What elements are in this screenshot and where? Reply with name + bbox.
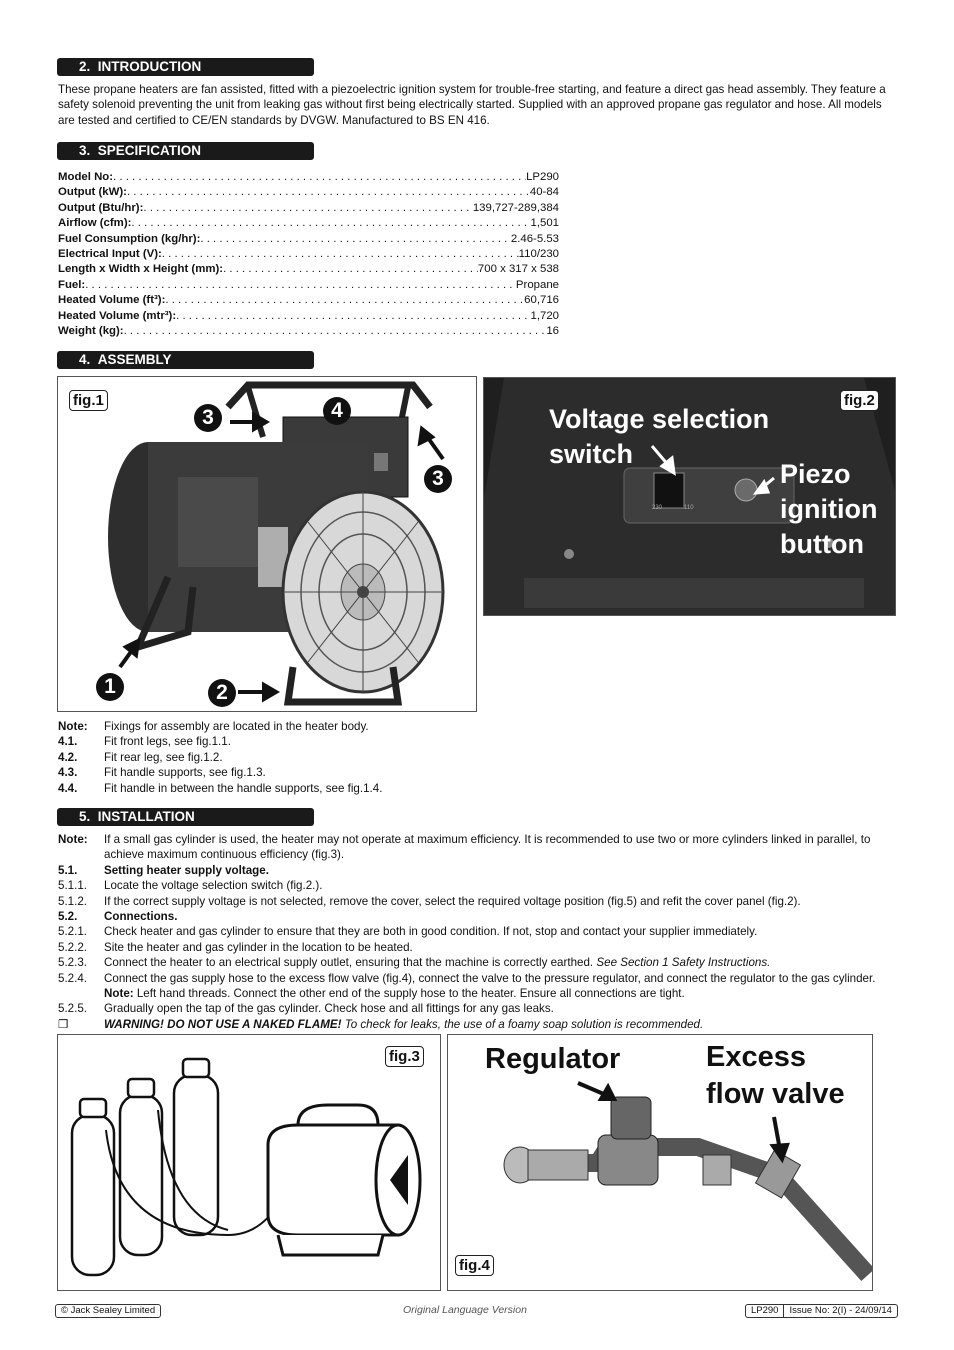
leader-dots: [127, 185, 530, 200]
marker-front-legs: 1: [96, 673, 124, 701]
spec-value: 1,501: [530, 217, 559, 230]
marker-rear-leg: 2: [208, 679, 236, 707]
spec-value: 1,720: [530, 309, 559, 322]
step-text: Connect the gas supply hose to the excess flow valve (fig.4), connect the valve to the pressure regulator, and connect the regulator to the gas cylinder.: [104, 971, 876, 985]
spec-value: 700 x 317 x 538: [477, 263, 559, 276]
fig-4-label: fig.4: [455, 1255, 494, 1276]
spec-label: Output (kW):: [58, 186, 127, 199]
marker-handle: 4: [323, 397, 351, 425]
step-text: Fixings for assembly are located in the heater body.: [104, 720, 369, 733]
step-reference: See Section 1 Safety Instructions.: [596, 956, 771, 970]
step-note-label: Note:: [104, 987, 134, 1001]
step-text: Site the heater and gas cylinder in the location to be heated.: [104, 940, 413, 954]
marker-handle-support-left: 3: [194, 404, 222, 432]
warning-box-icon: ❒: [58, 1017, 69, 1031]
spec-row: [58, 309, 559, 324]
marker-handle-support-right: 3: [424, 465, 452, 493]
spec-row: [58, 262, 559, 277]
step-heading: Setting heater supply voltage.: [104, 863, 269, 877]
regulator-callout: Regulator: [485, 1043, 621, 1075]
section-heading-introduction: [57, 58, 314, 76]
assembly-step: [58, 719, 894, 734]
warning-title: WARNING! DO NOT USE A NAKED FLAME!: [104, 1017, 342, 1031]
step-number: 4.1.: [58, 735, 78, 749]
spec-value: LP290: [526, 171, 559, 183]
step-text: Fit front legs, see fig.1.1.: [104, 735, 231, 749]
leader-dots: [85, 278, 516, 293]
spec-row: [58, 247, 559, 262]
step-text: Fit rear leg, see fig.1.2.: [104, 750, 223, 764]
section-number: 2.: [79, 59, 91, 74]
step-number: Note:: [58, 833, 88, 846]
spec-row: [58, 293, 559, 308]
installation-steps: [58, 832, 894, 1032]
step-number: 5.2.: [58, 910, 78, 924]
spec-row: [58, 185, 559, 200]
assembly-step: [58, 781, 894, 796]
leader-dots: [176, 309, 530, 324]
step-text: Check heater and gas cylinder to ensure that they are both in good condition. If not, stop and contact your supplier immediately.: [104, 925, 758, 939]
spec-label: Output (Btu/hr):: [58, 201, 144, 214]
spec-value: 2.46-5.53: [510, 232, 559, 245]
footer-issue: Issue No: 2(I) - 24/09/14: [783, 1304, 897, 1318]
step-number: 5.2.1.: [58, 925, 88, 939]
leader-dots: [143, 201, 472, 216]
spec-row: [58, 278, 559, 293]
step-number: 4.4.: [58, 781, 78, 795]
footer-issue-block: [745, 1304, 898, 1318]
step-number: Note:: [58, 720, 88, 733]
spec-label: Weight (kg):: [58, 324, 124, 337]
specification-table: [58, 170, 559, 339]
figure-1-heater-assembly: [57, 376, 477, 712]
excess-flow-callout-line2: flow valve: [706, 1078, 845, 1110]
step-text: If a small gas cylinder is used, the heater may not operate at maximum efficiency. It is recommended to use two or more cylinders linked in parallel, to achieve maximum continuous efficiency (fig.3).: [104, 833, 871, 862]
step-number: 5.2.2.: [58, 940, 88, 954]
step-number: 5.1.2.: [58, 894, 88, 908]
spec-row: [58, 170, 559, 185]
footer-copyright: © Jack Sealey Limited: [55, 1304, 161, 1318]
piezo-callout-line1: Piezo: [780, 459, 851, 489]
step-number: 4.2.: [58, 750, 78, 764]
step-number: 5.2.4.: [58, 971, 88, 985]
section-heading-assembly: [57, 351, 314, 369]
section-number: 3.: [79, 143, 91, 158]
spec-value: 16: [546, 324, 559, 337]
spec-label: Fuel Consumption (kg/hr):: [58, 232, 201, 245]
section-title: SPECIFICATION: [97, 143, 202, 158]
assembly-notes: [58, 719, 894, 796]
piezo-callout-line3: button: [780, 529, 864, 559]
warning-text: To check for leaks, the use of a foamy soap solution is recommended.: [344, 1017, 704, 1031]
step-text: Gradually open the tap of the gas cylinder. Check hose and all fittings for any gas leaks.: [104, 1002, 554, 1016]
step-text: If the correct supply voltage is not selected, remove the cover, select the required voltage position (fig.5) and refit the cover panel (fig.2).: [104, 894, 801, 908]
fig-3-label: fig.3: [385, 1046, 424, 1067]
leader-dots: [200, 232, 510, 247]
spec-row: [58, 216, 559, 231]
leader-dots: [165, 293, 524, 308]
spec-label: Electrical Input (V):: [58, 247, 162, 260]
footer-model: LP290: [745, 1304, 783, 1318]
spec-value: 40-84: [529, 186, 559, 199]
spec-label: Heated Volume (ft³):: [58, 294, 166, 307]
spec-label: Fuel:: [58, 278, 86, 291]
figure-2-control-panel: [483, 377, 896, 616]
section-title: INSTALLATION: [97, 809, 195, 824]
excess-flow-callout-line1: Excess: [706, 1041, 806, 1073]
step-number: 5.2.5.: [58, 1002, 88, 1016]
leader-dots: [124, 324, 547, 339]
footer-language: Original Language Version: [403, 1304, 527, 1316]
spec-value: 110/230: [518, 247, 559, 260]
leader-dots: [162, 247, 519, 262]
step-number: 4.3.: [58, 766, 78, 780]
section-heading-installation: [57, 808, 314, 826]
fig-1-label: fig.1: [69, 390, 108, 411]
assembly-step: [58, 765, 894, 780]
step-number: 5.1.: [58, 863, 78, 877]
spec-row: [58, 324, 559, 339]
voltage-switch-callout-line2: switch: [549, 439, 634, 469]
figure-3-cylinders-parallel: [57, 1034, 441, 1291]
voltage-switch-callout-line1: Voltage selection: [549, 404, 770, 434]
spec-row: [58, 201, 559, 216]
step-number: 5.2.3.: [58, 956, 88, 970]
spec-label: Model No:: [58, 171, 114, 183]
step-heading: Connections.: [104, 910, 178, 924]
step-text: Left hand threads. Connect the other end of the supply hose to the heater. Ensure all connections are tight.: [136, 987, 685, 1001]
section-number: 5.: [79, 809, 91, 824]
piezo-callout-line2: ignition: [780, 494, 878, 524]
step-text: Fit handle supports, see fig.1.3.: [104, 766, 266, 780]
step-text: Locate the voltage selection switch (fig.2.).: [104, 879, 323, 893]
spec-label: Length x Width x Height (mm):: [58, 263, 224, 276]
spec-value: Propane: [515, 278, 559, 291]
voltage-mark-230: 230: [652, 505, 663, 511]
cylinders-and-heater-drawing: [58, 1035, 441, 1291]
section-title: ASSEMBLY: [97, 352, 172, 367]
leader-dots: [113, 170, 526, 185]
leader-dots: [223, 262, 478, 277]
assembly-step: [58, 734, 894, 749]
spec-label: Airflow (cfm):: [58, 217, 132, 230]
step-number: 5.1.1.: [58, 879, 88, 893]
spec-row: [58, 232, 559, 247]
intro-paragraph: These propane heaters are fan assisted, fitted with a piezoelectric ignition system for trouble-free starting, and feature a direct gas head assembly. They feature a safety solenoid preventing the unit from leaking gas without first being electrically started. Supplied with an approved propane gas regulator and hose. All models are tested and certified to CE/EN standards by DVGW. Manufactured to BS EN 416.: [58, 83, 886, 127]
step-text: Connect the heater to an electrical supply outlet, ensuring that the machine is correctly earthed.: [104, 956, 594, 970]
voltage-mark-110: 110: [684, 505, 694, 511]
section-number: 4.: [79, 352, 91, 367]
figure-4-regulator-valve: [447, 1034, 873, 1291]
fig-2-label: fig.2: [840, 390, 879, 411]
spec-value: 60,716: [524, 294, 559, 307]
leader-dots: [131, 216, 530, 231]
spec-value: 139,727-289,384: [472, 201, 559, 214]
spec-label: Heated Volume (mtr³):: [58, 309, 177, 322]
section-title: INTRODUCTION: [97, 59, 202, 74]
heater-illustration: [58, 377, 477, 712]
assembly-step: [58, 750, 894, 765]
step-text: Fit handle in between the handle supports, see fig.1.4.: [104, 781, 383, 795]
section-heading-specification: [57, 142, 314, 160]
